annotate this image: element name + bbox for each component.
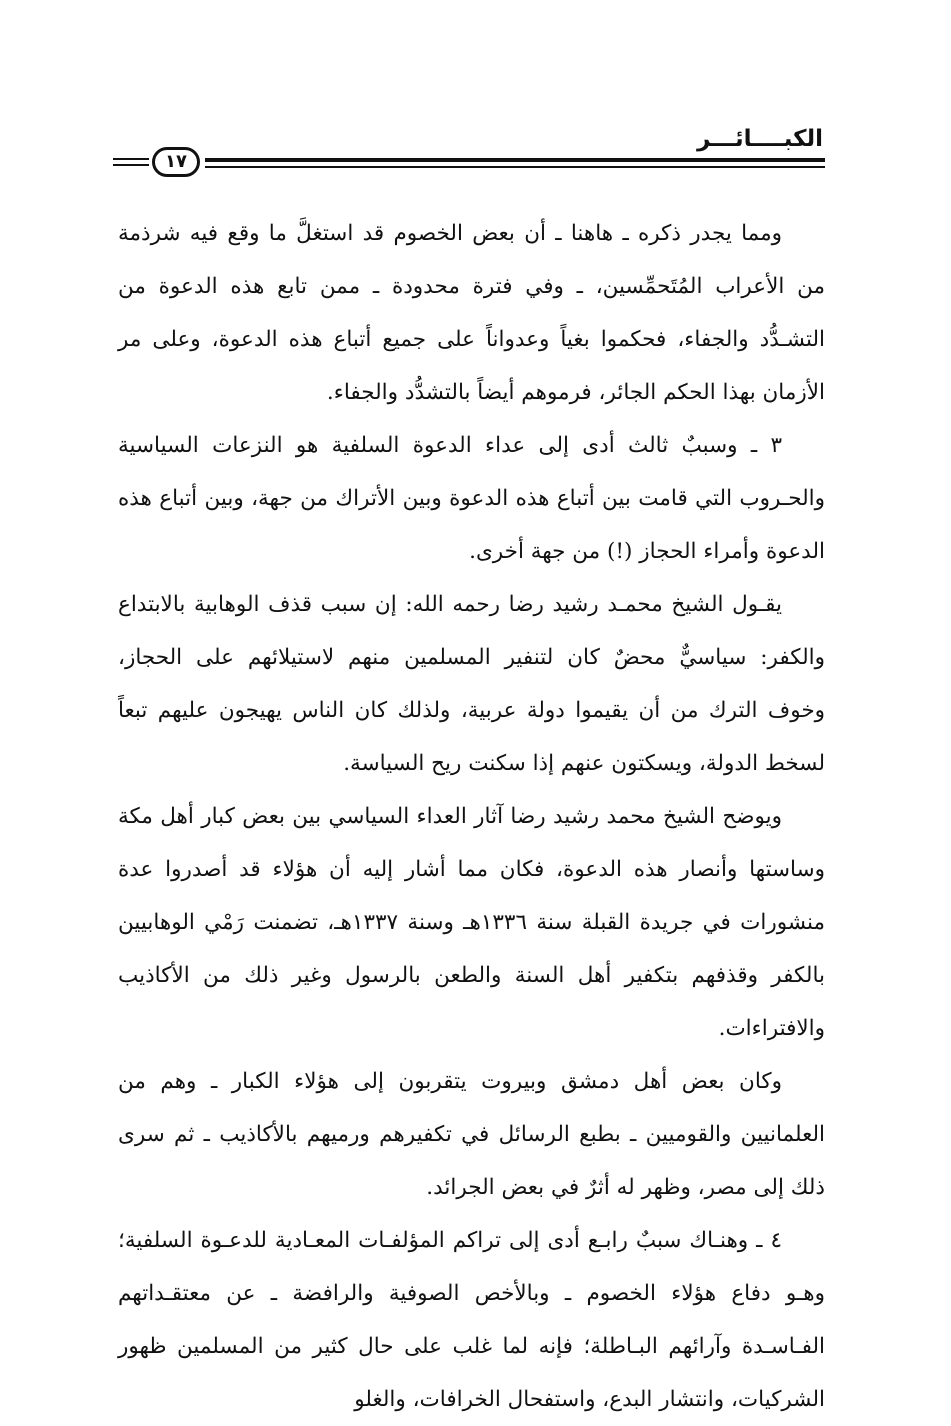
paragraph: ٣ ـ وسببٌ ثالث أدى إلى عداء الدعوة السلفية هو النزعات السياسية والحـروب التي قامت بين أتباع هذه الدعوة وبين الأتراك من جهة، وبين أتباع هذه الدعوة وأمراء الحجاز (!) من جهة أخرى. [118,433,825,564]
running-title: الكبــــائـــر [697,126,823,152]
paragraph: ومما يجدر ذكره ـ هاهنا ـ أن بعض الخصوم قد استغلَّ ما وقع فيه شرذمة من الأعراب المُتَحمِّسين، ـ وفي فترة محدودة ـ ممن تابع هذه الدعوة من التشـدُّد والجفاء، فحكموا بغياً وعدواناً على جميع أتباع هذه الدعوة، وعلى مر الأزمان بهذا الحكم الجائر، فرموهم أيضاً بالتشدُّد والجفاء. [118,221,825,405]
page-header [113,118,825,188]
header-rule-stub-bottom [113,164,149,166]
page-number: ١٧ [152,147,200,177]
header-rule-thin [205,166,825,168]
header-rule-thick [205,158,825,162]
paragraph: يقـول الشيخ محمـد رشيد رضا رحمه الله: إن سبب قذف الوهابية بالابتداع والكفر: سياسيٌّ محضٌ كان لتنفير المسلمين منهم لاستيلائهم على الحجاز، وخوف الترك من أن يقيموا دولة عربية، ولذلك كان الناس يهيجون عليهم تبعاً لسخط الدولة، ويسكتون عنهم إذا سكنت ريح السياسة. [118,592,825,776]
paragraph: وكان بعض أهل دمشق وبيروت يتقربون إلى هؤلاء الكبار ـ وهم من العلمانيين والقوميين ـ بطبع الرسائل في تكفيرهم ورميهم بالأكاذيب ـ ثم سرى ذلك إلى مصر، وظهر له أثرٌ في بعض الجرائد. [118,1069,825,1200]
header-rule-stub-top [113,158,149,160]
paragraph: ٤ ـ وهنـاك سببٌ رابـع أدى إلى تراكم المؤلفـات المعـادية للدعـوة السلفية؛ وهـو دفاع هؤلاء الخصوم ـ وبالأخص الصوفية والرافضة ـ عن معتقـداتهم الفـاسـدة وآرائهم البـاطلة؛ فإنه لما غلب على حال كثير من المسلمين ظهور الشركيات، وانتشار البدع، واستفحال الخرافات، والغلو [118,1228,825,1412]
body-text [118,207,825,1426]
paragraph: ويوضح الشيخ محمد رشيد رضا آثار العداء السياسي بين بعض كبار أهل مكة وساستها وأنصار هذه الدعوة، فكان مما أشار إليه أن هؤلاء قد أصدروا عدة منشورات في جريدة القبلة سنة ١٣٣٦هـ وسنة ١٣٣٧هـ، تضمنت رَمْي الوهابيين بالكفر وقذفهم بتكفير أهل السنة والطعن بالرسول وغير ذلك من الأكاذيب والافتراءات. [118,804,825,1041]
